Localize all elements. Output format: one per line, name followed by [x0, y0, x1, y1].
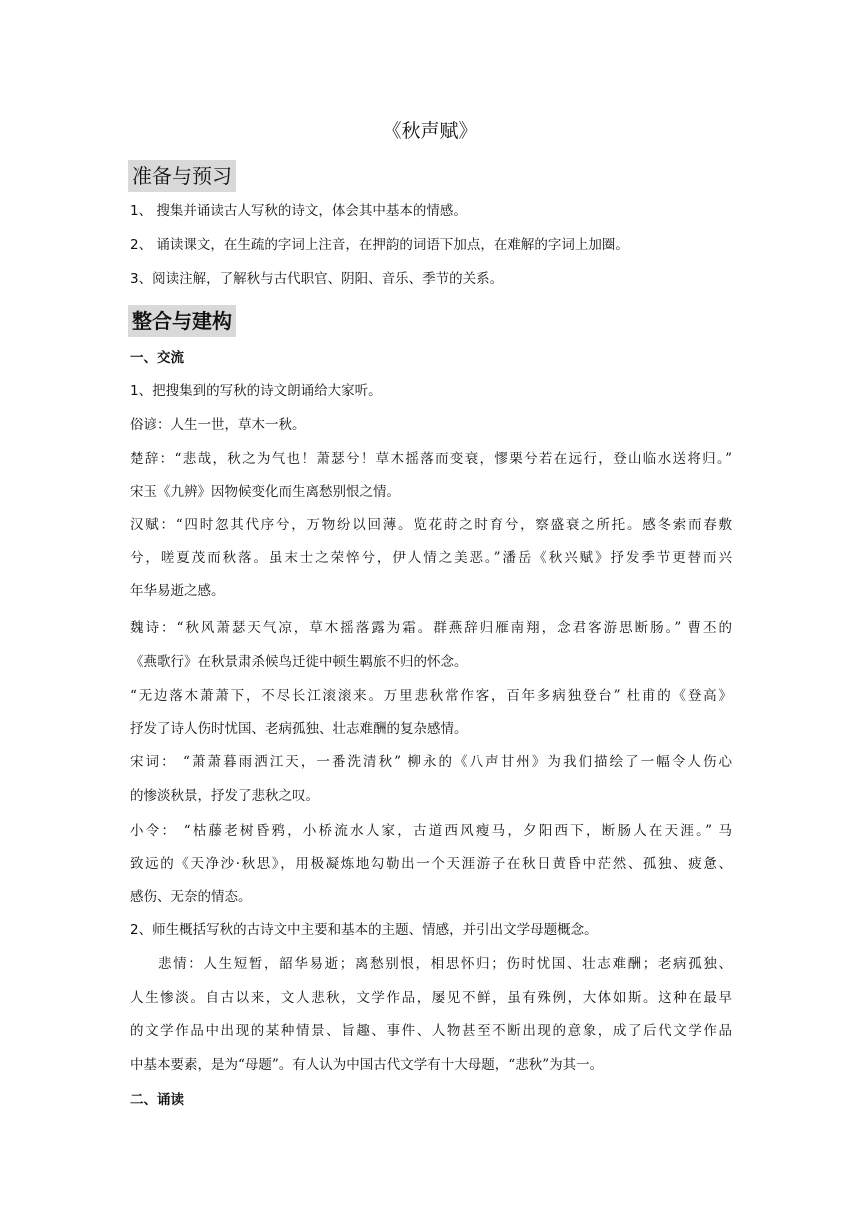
paragraph-line: 的文学作品中出现的某种情景、旨趣、事件、人物甚至不断出现的意象，成了后代文学作品 — [130, 1023, 732, 1039]
paragraph: 俗谚：人生一世，草木一秋。 — [130, 417, 306, 433]
section-heading-integration: 整合与建构 — [128, 305, 236, 337]
paragraph-line: 兮，嗟夏茂而秋落。虽末士之荣悴兮，伊人情之美恶。”潘岳《秋兴赋》抒发季节更替而兴 — [130, 550, 732, 566]
paragraph-line: 致远的《天净沙·秋思》，用极凝炼地勾勒出一个天涯游子在秋日黄昏中茫然、孤独、疲惫、 — [130, 856, 732, 872]
paragraph-line: 抒发了诗人伤时忧国、老病孤独、壮志难酬的复杂感情。 — [130, 721, 468, 737]
paragraph-line: 宋玉《九辨》因物候变化而生离愁别恨之情。 — [130, 484, 400, 500]
section-heading-preparation: 准备与预习 — [128, 160, 236, 192]
list-item: 1、 搜集并诵读古人写秋的诗文，体会其中基本的情感。 — [130, 203, 467, 219]
paragraph-line: 汉赋：“四时忽其代序兮，万物纷以回薄。览花莳之时育兮，察盛衰之所托。感冬索而春敷 — [130, 517, 732, 533]
paragraph-line: 中基本要素，是为“母题”。有人认为中国古代文学有十大母题，“悲秋”为其一。 — [130, 1057, 604, 1073]
paragraph: 2、师生概括写秋的古诗文中主要和基本的主题、情感，并引出文学母题概念。 — [130, 922, 598, 938]
paragraph-line: 小令： “枯藤老树昏鸦，小桥流水人家，古道西风瘦马，夕阳西下，断肠人在天涯。” 马 — [130, 823, 732, 839]
paragraph-line: 感伤、无奈的情态。 — [130, 889, 252, 905]
paragraph-line: “无边落木萧萧下，不尽长江滚滚来。万里悲秋常作客，百年多病独登台” 杜甫的《登高》 — [130, 688, 732, 704]
paragraph-line: 悲情：人生短暂，韶华易逝；离愁别恨，相思怀归；伤时忧国、壮志难酬；老病孤独、 — [158, 956, 732, 972]
subheading-recite: 二、诵读 — [130, 1092, 184, 1108]
paragraph: 1、把搜集到的写秋的诗文朗诵给大家听。 — [130, 383, 382, 399]
paragraph-line: 宋词： “萧萧暮雨洒江天，一番洗清秋” 柳永的《八声甘州》为我们描绘了一幅令人伤心 — [130, 754, 732, 770]
paragraph-line: 楚辞：“悲哉，秋之为气也！萧瑟兮！草木摇落而变衰，憀栗兮若在远行，登山临水送将归。” — [130, 451, 732, 467]
paragraph-line: 的惨淡秋景，抒发了悲秋之叹。 — [130, 788, 319, 804]
list-item: 2、 诵读课文，在生疏的字词上注音，在押韵的词语下加点，在难解的字词上加圈。 — [130, 237, 629, 253]
paragraph-line: 人生惨淡。自古以来，文人悲秋，文学作品，屡见不鲜，虽有殊例，大体如斯。这种在最早 — [130, 990, 732, 1006]
list-item: 3、阅读注解，了解秋与古代职官、阴阳、音乐、季节的关系。 — [130, 271, 504, 287]
paragraph-line: 魏诗：“秋风萧瑟天气凉，草木摇落露为霜。群燕辞归雁南翔，念君客游思断肠。” 曹丕的 — [130, 620, 732, 636]
paragraph-line: 年华易逝之感。 — [130, 583, 225, 599]
document-title: 《秋声赋》 — [382, 120, 478, 142]
paragraph-line: 《燕歌行》在秋景肃杀候鸟迁徙中顿生羁旅不归的怀念。 — [130, 654, 468, 670]
subheading-exchange: 一、交流 — [130, 350, 184, 366]
